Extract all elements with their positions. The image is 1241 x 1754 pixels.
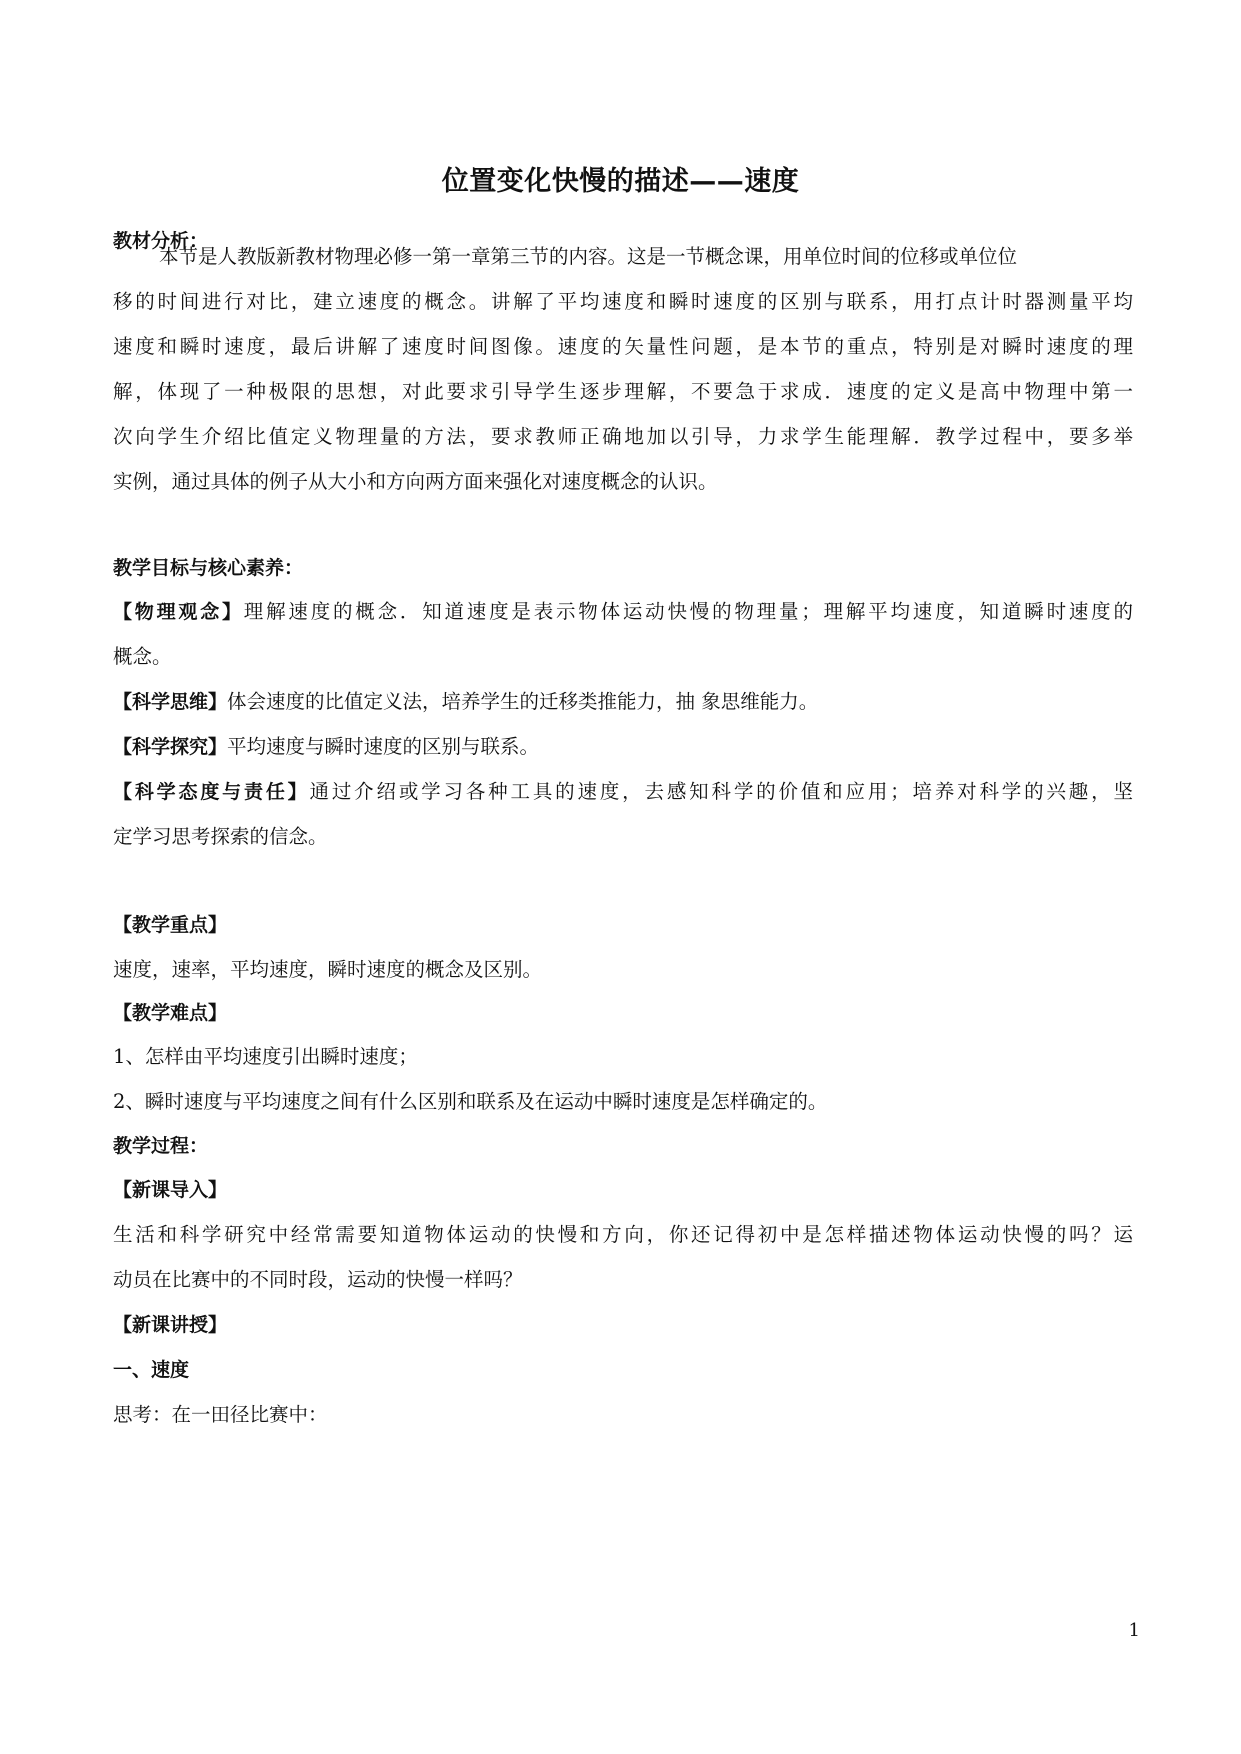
goal-scientific-inquiry-tag: 【科学探究】 bbox=[113, 736, 228, 758]
lecture-heading: 【新课讲授】 bbox=[113, 1314, 228, 1336]
goal-scientific-inquiry bbox=[113, 732, 1133, 762]
analysis-line-5: 次向学生介绍比值定义物理量的方法，要求教师正确地加以引导，力求学生能理解．教学过程中，要多举 bbox=[113, 425, 1133, 448]
goal-attitude-text: 通过介绍或学习各种工具的速度，去感知科学的价值和应用；培养对科学的兴趣，坚 bbox=[309, 780, 1133, 803]
goal-physics-concept-text: 理解速度的概念．知道速度是表示物体运动快慢的物理量；理解平均速度，知道瞬时速度的 bbox=[243, 600, 1133, 623]
intro-heading: 【新课导入】 bbox=[113, 1179, 228, 1201]
analysis-line-2: 移的时间进行对比，建立速度的概念。讲解了平均速度和瞬时速度的区别与联系，用打点计时器测量平均 bbox=[113, 290, 1133, 313]
goal-attitude-line-1 bbox=[113, 777, 1133, 807]
analysis-line-4: 解，体现了一种极限的思想，对此要求引导学生逐步理解，不要急于求成．速度的定义是高中物理中第一 bbox=[113, 380, 1133, 403]
difficulties-heading: 【教学难点】 bbox=[113, 1002, 228, 1024]
goal-physics-concept-line-1 bbox=[113, 597, 1133, 627]
difficulty-item-1: 1、怎样由平均速度引出瞬时速度； bbox=[113, 1045, 418, 1068]
intro-line-1: 生活和科学研究中经常需要知道物体运动的快慢和方向，你还记得初中是怎样描述物体运动快慢的吗？运 bbox=[113, 1223, 1133, 1246]
goals-heading: 教学目标与核心素养： bbox=[113, 557, 304, 579]
goal-scientific-inquiry-text: 平均速度与瞬时速度的区别与联系。 bbox=[227, 735, 540, 758]
analysis-line-6: 实例，通过具体的例子从大小和方向两方面来强化对速度概念的认识。 bbox=[113, 470, 718, 493]
page-number: 1 bbox=[1128, 1620, 1140, 1641]
document-title: 位置变化快慢的描述——速度 bbox=[441, 166, 800, 197]
goal-physics-concept-line-2: 概念。 bbox=[113, 645, 172, 668]
process-heading: 教学过程： bbox=[113, 1135, 209, 1157]
goal-scientific-thinking-text: 体会速度的比值定义法，培养学生的迁移类推能力，抽 象思维能力。 bbox=[227, 690, 819, 713]
analysis-line-1: 本节是人教版新教材物理必修一第一章第三节的内容。这是一节概念课，用单位时间的位移或单位位 bbox=[159, 245, 1018, 268]
goal-scientific-thinking-tag: 【科学思维】 bbox=[113, 691, 228, 713]
intro-line-2: 动员在比赛中的不同时段，运动的快慢一样吗？ bbox=[113, 1268, 523, 1291]
goal-attitude-tag: 【科学态度与责任】 bbox=[113, 781, 310, 803]
goal-scientific-thinking bbox=[113, 687, 1133, 717]
analysis-heading: 教材分析： bbox=[113, 230, 209, 252]
key-points-text: 速度，速率，平均速度，瞬时速度的概念及区别。 bbox=[113, 958, 543, 981]
analysis-line-3: 速度和瞬时速度，最后讲解了速度时间图像。速度的矢量性问题，是本节的重点，特别是对瞬时速度的理 bbox=[113, 335, 1133, 358]
lecture-prompt: 思考：在一田径比赛中： bbox=[113, 1403, 328, 1426]
section-title-velocity: 一、速度 bbox=[113, 1359, 190, 1381]
goal-physics-concept-tag: 【物理观念】 bbox=[113, 601, 244, 623]
goal-attitude-line-2: 定学习思考探索的信念。 bbox=[113, 825, 328, 848]
key-points-heading: 【教学重点】 bbox=[113, 914, 228, 936]
difficulty-item-2: 2、瞬时速度与平均速度之间有什么区别和联系及在运动中瞬时速度是怎样确定的。 bbox=[113, 1090, 828, 1113]
